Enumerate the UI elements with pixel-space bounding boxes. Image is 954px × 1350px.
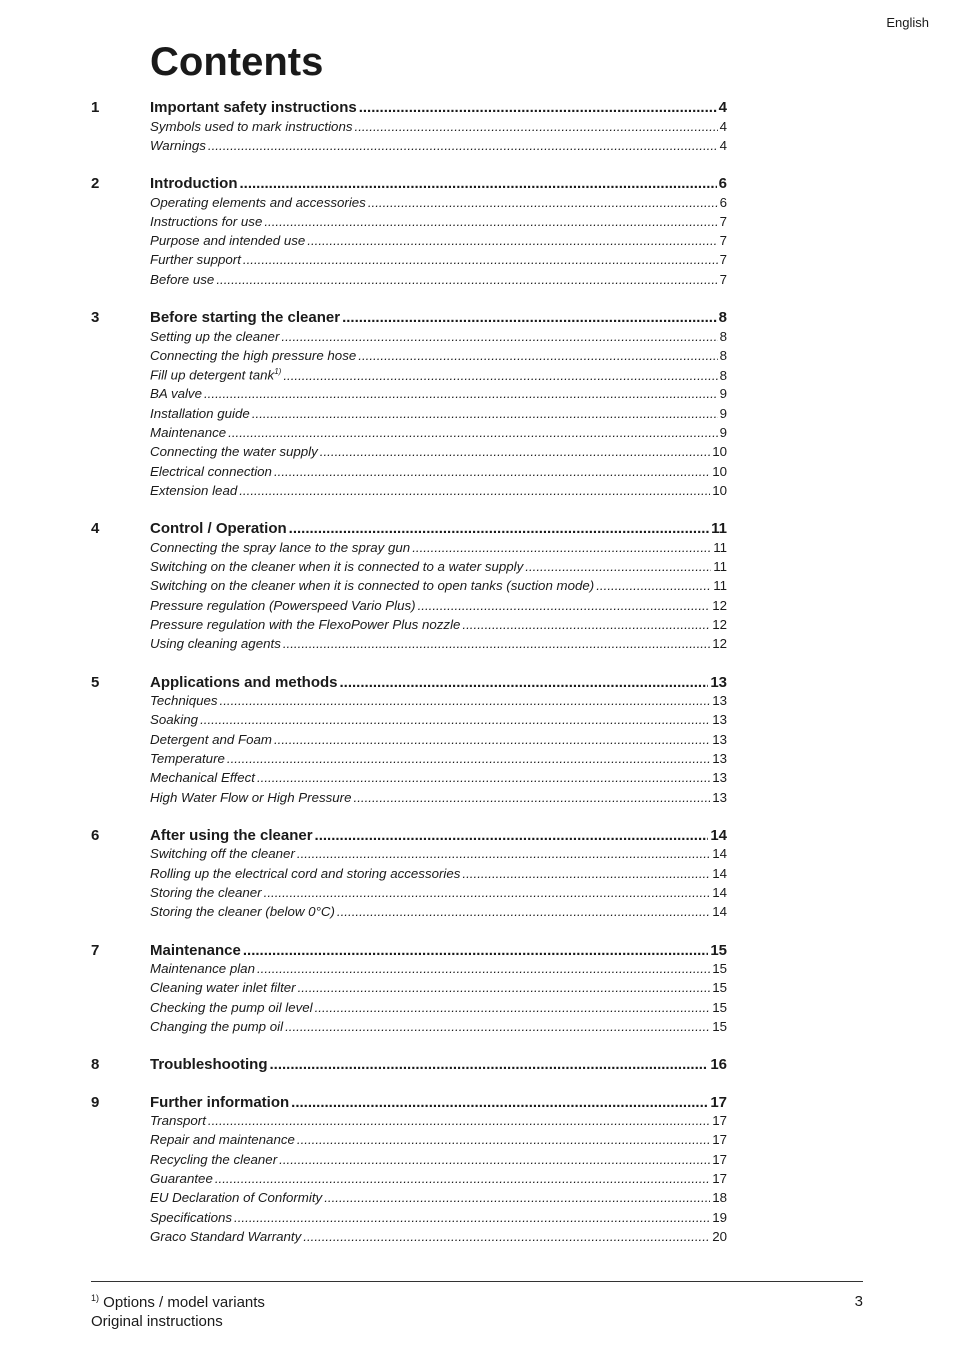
subsection-page: 13 — [712, 712, 727, 728]
subsection-page: 9 — [719, 425, 727, 441]
subsection-title: Instructions for use — [150, 213, 263, 229]
dot-leader — [239, 175, 716, 192]
toc-section — [91, 175, 727, 291]
toc-subsection-entry[interactable] — [91, 329, 727, 348]
subsection-title: Graco Standard Warranty — [150, 1228, 302, 1244]
dot-leader — [291, 1094, 708, 1111]
dot-leader — [270, 1056, 709, 1073]
toc-subsection-entry[interactable] — [91, 636, 727, 655]
subsection-page: 15 — [712, 1018, 727, 1034]
subsection-title: Recycling the cleaner — [150, 1151, 278, 1167]
toc-subsection-entry[interactable] — [91, 1019, 727, 1038]
subsection-page: 10 — [712, 463, 727, 479]
dot-leader — [324, 1190, 710, 1205]
subsection-title: Before use — [150, 271, 215, 287]
toc-chapter-entry[interactable] — [91, 309, 727, 329]
subsection-title: Switching on the cleaner when it is connected to a water supply — [150, 559, 524, 575]
subsection-page: 8 — [719, 347, 727, 363]
dot-leader — [315, 827, 709, 844]
dot-leader — [257, 770, 710, 785]
chapter-title: Applications and methods — [150, 673, 338, 691]
subsection-title: Soaking — [150, 712, 199, 728]
dot-leader — [264, 885, 711, 900]
subsection-title: Changing the pump oil — [150, 1018, 284, 1034]
subsection-title: Further support — [150, 252, 241, 268]
subsection-title: Purpose and intended use — [150, 233, 306, 249]
subsection-title: Connecting the water supply — [150, 444, 318, 460]
toc-subsection-entry[interactable] — [91, 272, 727, 291]
chapter-page: 15 — [710, 941, 727, 959]
subsection-title: Specifications — [150, 1209, 233, 1225]
subsection-page: 17 — [712, 1132, 727, 1148]
subsection-title: Pressure regulation (Powerspeed Vario Plus) — [150, 597, 416, 613]
dot-leader — [315, 1000, 711, 1015]
subsection-page: 17 — [712, 1171, 727, 1187]
toc-subsection-entry[interactable] — [91, 425, 727, 444]
toc-chapter-entry[interactable] — [91, 520, 727, 540]
subsection-title: Temperature — [150, 750, 225, 766]
toc-chapter-entry[interactable] — [91, 1094, 727, 1114]
dot-leader — [462, 866, 710, 881]
toc-subsection-entry[interactable] — [91, 1000, 727, 1019]
table-of-contents — [91, 99, 727, 1266]
toc-subsection-entry[interactable] — [91, 119, 727, 138]
toc-subsection-entry[interactable] — [91, 693, 727, 712]
toc-subsection-entry[interactable] — [91, 904, 727, 923]
subsection-page: 9 — [719, 386, 727, 402]
subsection-page: 13 — [712, 731, 727, 747]
subsection-title: Connecting the high pressure hose — [150, 347, 357, 363]
subsection-page: 6 — [719, 194, 727, 210]
toc-chapter-entry[interactable] — [91, 99, 727, 119]
dot-leader — [289, 520, 709, 537]
chapter-page: 14 — [710, 826, 727, 844]
chapter-title: Before starting the cleaner — [150, 309, 341, 327]
dot-leader — [283, 368, 717, 383]
subsection-page: 13 — [712, 693, 727, 709]
toc-chapter-entry[interactable] — [91, 1056, 727, 1076]
page-title: Contents — [150, 40, 324, 84]
chapter-title: Introduction — [150, 175, 238, 193]
chapter-number: 3 — [91, 309, 100, 327]
chapter-page: 13 — [710, 673, 727, 691]
chapter-number: 1 — [91, 99, 100, 116]
subsection-title: Storing the cleaner (below 0°C) — [150, 904, 335, 920]
dot-leader — [274, 464, 710, 479]
chapter-page: 6 — [718, 175, 727, 193]
subsection-page: 14 — [712, 904, 727, 920]
subsection-title: Storing the cleaner — [150, 884, 262, 900]
subsection-title: Detergent and Foam — [150, 731, 272, 747]
dot-leader — [368, 195, 718, 210]
subsection-title: EU Declaration of Conformity — [150, 1190, 323, 1206]
dot-leader — [228, 425, 717, 440]
toc-subsection-entry[interactable] — [91, 1113, 727, 1132]
dot-leader — [596, 578, 711, 593]
toc-section — [91, 942, 727, 1039]
footnote-mark: 1) — [91, 1293, 100, 1303]
subsection-title: Connecting the spray lance to the spray gun — [150, 539, 411, 555]
toc-chapter-entry[interactable] — [91, 827, 727, 847]
subsection-page: 10 — [712, 482, 727, 498]
dot-leader — [297, 846, 710, 861]
subsection-page: 7 — [719, 233, 727, 249]
subsection-page: 17 — [712, 1113, 727, 1129]
toc-subsection-entry[interactable] — [91, 1190, 727, 1209]
dot-leader — [204, 386, 718, 401]
chapter-number: 4 — [91, 520, 100, 538]
dot-leader — [297, 1132, 710, 1147]
subsection-page: 18 — [712, 1190, 727, 1206]
dot-leader — [355, 119, 718, 134]
toc-subsection-entry[interactable] — [91, 712, 727, 731]
dot-leader — [243, 252, 718, 267]
subsection-title: Warnings — [150, 137, 206, 153]
dot-leader — [320, 444, 710, 459]
language-label: English — [886, 15, 929, 30]
toc-section — [91, 1094, 727, 1249]
subsection-title: Setting up the cleaner — [150, 328, 280, 344]
toc-section — [91, 520, 727, 655]
dot-leader — [252, 406, 718, 421]
dot-leader — [307, 233, 717, 248]
dot-leader — [358, 348, 717, 363]
chapter-number: 5 — [91, 673, 100, 691]
dot-leader — [525, 559, 711, 574]
subsection-page: 15 — [712, 980, 727, 996]
dot-leader — [279, 1152, 710, 1167]
toc-subsection-entry[interactable] — [91, 846, 727, 865]
chapter-title: Maintenance — [150, 941, 241, 959]
subsection-page: 11 — [713, 539, 727, 555]
subsection-title: Guarantee — [150, 1171, 213, 1187]
subsection-title: Cleaning water inlet filter — [150, 980, 296, 996]
chapter-page: 8 — [718, 309, 727, 327]
toc-subsection-entry[interactable] — [91, 770, 727, 789]
subsection-page: 7 — [719, 252, 727, 268]
dot-leader — [216, 272, 717, 287]
toc-subsection-entry[interactable] — [91, 751, 727, 770]
subsection-title: Repair and maintenance — [150, 1132, 295, 1148]
dot-leader — [303, 1229, 710, 1244]
page-number: 3 — [854, 1293, 863, 1310]
chapter-page: 17 — [710, 1093, 727, 1111]
toc-subsection-entry[interactable] — [91, 367, 727, 386]
subsection-page: 12 — [712, 616, 727, 632]
subsection-title: BA valve — [150, 386, 202, 402]
toc-subsection-entry[interactable] — [91, 195, 727, 214]
dot-leader — [239, 483, 710, 498]
toc-subsection-entry[interactable] — [91, 885, 727, 904]
toc-subsection-entry[interactable] — [91, 464, 727, 483]
subsection-title: Installation guide — [150, 405, 250, 421]
dot-leader — [462, 617, 710, 632]
dot-leader — [359, 99, 717, 116]
dot-leader — [418, 598, 711, 613]
dot-leader — [354, 790, 711, 805]
footnote-text: Options / model variants — [99, 1294, 265, 1311]
toc-subsection-entry[interactable] — [91, 233, 727, 252]
toc-section — [91, 827, 727, 924]
toc-subsection-entry[interactable] — [91, 1152, 727, 1171]
toc-chapter-entry[interactable] — [91, 674, 727, 694]
dot-leader — [208, 138, 718, 153]
toc-chapter-entry[interactable] — [91, 175, 727, 195]
subsection-page: 19 — [712, 1209, 727, 1225]
toc-subsection-entry[interactable] — [91, 1229, 727, 1248]
subsection-page: 12 — [712, 597, 727, 613]
toc-subsection-entry[interactable] — [91, 1132, 727, 1151]
subsection-page: 15 — [712, 961, 727, 976]
subsection-title: Switching off the cleaner — [150, 846, 295, 862]
footer-divider — [91, 1281, 863, 1282]
dot-leader — [274, 732, 710, 747]
dot-leader — [243, 942, 708, 959]
subsection-page: 4 — [719, 118, 727, 134]
subsection-page: 4 — [719, 137, 727, 153]
toc-subsection-entry[interactable] — [91, 348, 727, 367]
dot-leader — [340, 674, 709, 691]
subsection-page: 11 — [713, 578, 727, 594]
toc-subsection-entry[interactable] — [91, 444, 727, 463]
subsection-title: Extension lead — [150, 482, 238, 498]
dot-leader — [285, 1019, 710, 1034]
toc-section — [91, 1056, 727, 1076]
toc-subsection-entry[interactable] — [91, 406, 727, 425]
subsection-title: Pressure regulation with the FlexoPower Plus nozzle — [150, 616, 461, 632]
chapter-page: 4 — [718, 99, 727, 116]
subsection-page: 15 — [712, 999, 727, 1015]
chapter-number: 9 — [91, 1093, 100, 1111]
original-instructions-note: Original instructions — [91, 1313, 223, 1330]
subsection-title: Electrical connection — [150, 463, 272, 479]
chapter-title: After using the cleaner — [150, 826, 313, 844]
dot-leader — [208, 1113, 710, 1128]
chapter-page: 16 — [710, 1056, 727, 1074]
subsection-page: 20 — [712, 1228, 727, 1244]
subsection-page: 14 — [712, 865, 727, 881]
toc-section — [91, 99, 727, 157]
subsection-page: 14 — [712, 884, 727, 900]
toc-subsection-entry[interactable] — [91, 483, 727, 502]
subsection-page: 8 — [719, 328, 727, 344]
subsection-page: 11 — [713, 559, 727, 575]
subsection-title: Mechanical Effect — [150, 770, 255, 786]
dot-leader — [257, 961, 710, 976]
toc-subsection-entry[interactable] — [91, 790, 727, 809]
subsection-page: 12 — [712, 636, 727, 652]
toc-subsection-entry[interactable] — [91, 578, 727, 597]
dot-leader — [283, 636, 710, 651]
chapter-title: Troubleshooting — [150, 1056, 268, 1074]
dot-leader — [220, 693, 711, 708]
subsection-page: 17 — [712, 1151, 727, 1167]
toc-subsection-entry[interactable] — [91, 732, 727, 751]
toc-subsection-entry[interactable] — [91, 866, 727, 885]
subsection-title: Checking the pump oil level — [150, 999, 313, 1015]
subsection-title: Maintenance plan — [150, 961, 255, 976]
toc-subsection-entry[interactable] — [91, 252, 727, 271]
chapter-title: Further information — [150, 1093, 290, 1111]
subsection-title: Using cleaning agents — [150, 636, 281, 652]
dot-leader — [412, 540, 711, 555]
toc-chapter-entry[interactable] — [91, 942, 727, 962]
subsection-title: Maintenance — [150, 425, 227, 441]
toc-subsection-entry[interactable] — [91, 1171, 727, 1190]
subsection-title: High Water Flow or High Pressure — [150, 789, 352, 805]
subsection-title: Rolling up the electrical cord and storing accessories — [150, 865, 461, 881]
subsection-page: 13 — [712, 789, 727, 805]
toc-subsection-entry[interactable] — [91, 598, 727, 617]
toc-section — [91, 309, 727, 502]
chapter-title: Control / Operation — [150, 520, 287, 538]
toc-subsection-entry[interactable] — [91, 214, 727, 233]
subsection-page: 9 — [719, 405, 727, 421]
subsection-title: Switching on the cleaner when it is connected to open tanks (suction mode) — [150, 578, 595, 594]
subsection-page: 10 — [712, 444, 727, 460]
dot-leader — [234, 1210, 710, 1225]
chapter-number: 2 — [91, 175, 100, 193]
chapter-number: 8 — [91, 1056, 100, 1074]
dot-leader — [281, 329, 717, 344]
dot-leader — [298, 980, 711, 995]
subsection-page: 7 — [719, 271, 727, 287]
dot-leader — [337, 904, 710, 919]
dot-leader — [200, 712, 710, 727]
toc-subsection-entry[interactable] — [91, 540, 727, 559]
subsection-title: Fill up detergent tank$^{1)}$ — [150, 367, 282, 383]
footnote — [91, 1293, 265, 1311]
subsection-title: Operating elements and accessories — [150, 194, 366, 210]
toc-section — [91, 674, 727, 809]
toc-subsection-entry[interactable] — [91, 138, 727, 157]
subsection-page: 7 — [719, 213, 727, 229]
subsection-page: 14 — [712, 846, 727, 862]
subsection-page: 8 — [719, 367, 727, 383]
subsection-page: 13 — [712, 750, 727, 766]
chapter-page: 11 — [711, 520, 727, 538]
toc-subsection-entry[interactable] — [91, 617, 727, 636]
chapter-number: 7 — [91, 941, 100, 959]
dot-leader — [342, 309, 717, 326]
dot-leader — [227, 751, 710, 766]
subsection-title: Techniques — [150, 693, 218, 709]
subsection-page: 13 — [712, 770, 727, 786]
toc-subsection-entry[interactable] — [91, 961, 727, 980]
dot-leader — [215, 1171, 710, 1186]
toc-subsection-entry[interactable] — [91, 559, 727, 578]
chapter-title: Important safety instructions — [150, 99, 357, 116]
subsection-title: Symbols used to mark instructions — [150, 118, 353, 134]
toc-subsection-entry[interactable] — [91, 1210, 727, 1229]
toc-subsection-entry[interactable] — [91, 980, 727, 999]
subsection-title: Transport — [150, 1113, 206, 1129]
dot-leader — [264, 214, 717, 229]
footnote-ref: 1) — [274, 367, 282, 377]
toc-subsection-entry[interactable] — [91, 386, 727, 405]
chapter-number: 6 — [91, 826, 100, 844]
